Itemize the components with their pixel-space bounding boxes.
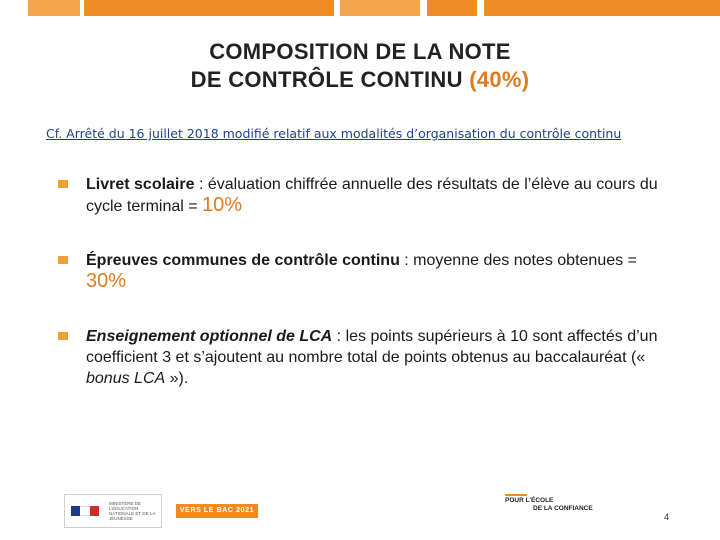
ecole-line-1: POUR L’ÉCOLE <box>505 497 554 504</box>
top-decor-bar <box>484 0 720 16</box>
title-line-2-text: DE CONTRÔLE CONTINU <box>190 67 463 92</box>
bullet-percent: 30% <box>86 270 127 292</box>
bullet-text: : évaluation chiffrée annuelle des résultats de l’élève au cours du cycle terminal = <box>86 176 658 215</box>
page-number: 4 <box>664 512 670 522</box>
bullet-epreuves-communes <box>58 250 658 293</box>
title-line-2 <box>0 66 720 94</box>
bullet-livret-scolaire <box>58 174 658 217</box>
bullet-bold: Épreuves communes de contrôle continu <box>86 252 400 269</box>
top-decor-bar <box>28 0 80 16</box>
ecole-line-2: DE LA CONFIANCE <box>533 505 593 512</box>
bullet-enseignement-lca <box>58 326 658 389</box>
marianne-flag-icon <box>71 500 105 522</box>
title-percent: (40%) <box>469 67 530 92</box>
top-decor-bar <box>84 0 334 16</box>
bullet-square-icon <box>58 180 68 188</box>
bullet-italic: bonus LCA <box>86 370 166 387</box>
bullet-end: »). <box>165 370 189 387</box>
bac-2021-badge: VERS LE BAC 2021 <box>176 504 258 518</box>
bullet-text: : moyenne des notes obtenues = <box>399 252 637 269</box>
top-decor-bar <box>340 0 420 16</box>
ecole-accent-line <box>505 494 527 496</box>
title-line-1: COMPOSITION DE LA NOTE <box>209 39 511 64</box>
reference-link[interactable]: Cf. Arrêté du 16 juillet 2018 modifié relatif aux modalités d’organisation du contrôle continu <box>46 126 622 141</box>
bullet-bold: Livret scolaire <box>86 176 195 193</box>
bullet-square-icon <box>58 256 68 264</box>
slide-title <box>0 38 720 94</box>
ministry-logo <box>64 494 162 528</box>
bullet-bold: Enseignement optionnel de LCA <box>86 328 333 345</box>
top-decor-bar <box>427 0 477 16</box>
bullet-square-icon <box>58 332 68 340</box>
ecole-confiance-logo <box>505 497 593 513</box>
bullet-percent: 10% <box>202 194 243 216</box>
bullet-text: : les points supérieurs à 10 sont affectés d’un coefficient 3 et s’ajoutent au nombre total de points obtenus au baccalauréat (« <box>86 328 658 366</box>
ministry-text: MINISTÈRE DE L’ÉDUCATION NATIONALE ET DE LA JEUNESSE <box>109 501 156 521</box>
